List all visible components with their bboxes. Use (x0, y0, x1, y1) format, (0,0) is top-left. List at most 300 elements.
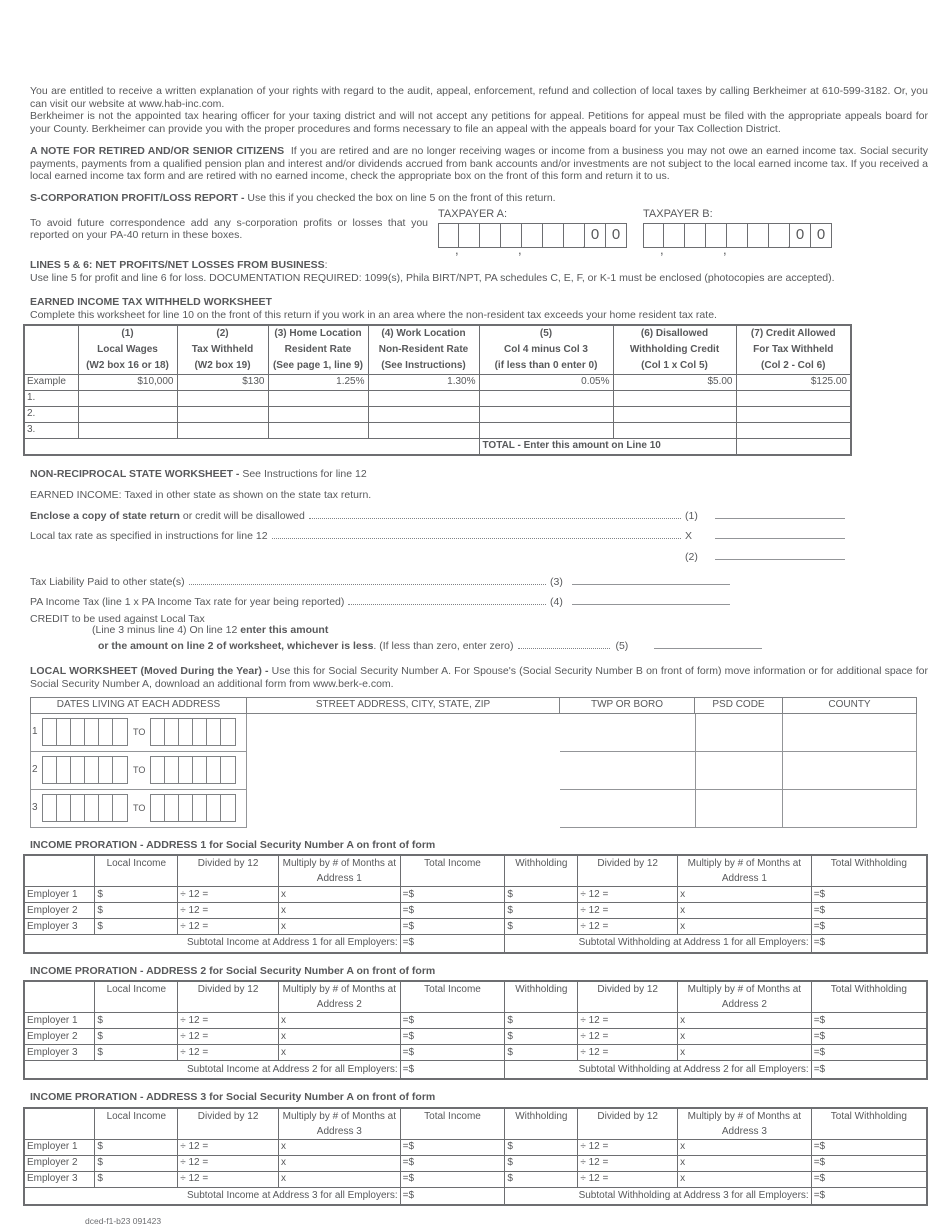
input-cell[interactable] (479, 406, 613, 422)
scorp-report-row (30, 207, 928, 257)
cents-box: 0 (790, 223, 811, 248)
income-proration-address-1 (27, 838, 928, 954)
lines56-heading-bold: LINES 5 & 6: NET PROFITS/NET LOSSES FROM BUSINESS (30, 258, 325, 271)
line4-entry-blank[interactable] (572, 572, 730, 585)
taxpayer-b-amount-boxes (643, 223, 832, 257)
proration-input-cell[interactable]: ÷ 12 = (178, 1139, 279, 1155)
proration-column-header: Divided by 12 (178, 855, 279, 887)
proration-input-cell[interactable]: =$ (400, 1171, 505, 1187)
proration-column-header: Multiply by # of Months at Address 2 (278, 981, 400, 1013)
dotted-leader (348, 604, 546, 605)
proration-input-cell[interactable]: ÷ 12 = (578, 919, 678, 935)
to-label: TO (133, 726, 146, 737)
total-row-spacer (24, 438, 479, 455)
proration-column-header: Total Withholding (811, 855, 927, 887)
date-digit-box[interactable] (151, 795, 165, 821)
proration-input-cell[interactable]: x (678, 1171, 812, 1187)
input-cell[interactable] (177, 406, 268, 422)
row-number: 3. (24, 422, 78, 438)
date-digit-box[interactable] (193, 719, 207, 745)
date-digit-box[interactable] (85, 719, 99, 745)
line3-entry-blank[interactable] (715, 547, 845, 560)
proration-input-cell[interactable]: x (678, 1045, 812, 1061)
date-digit-box[interactable] (99, 795, 113, 821)
date-digit-box[interactable] (43, 719, 57, 745)
col7-header: (7) Credit Allowed For Tax Withheld (Col 2 - Col 6) (736, 325, 851, 375)
proration-column-header (24, 855, 95, 887)
retired-note-body: If you are retired and are no longer receiving wages or income from a business you may not owe an earned income tax. Social security payments, payments from a qualified pension plan and interest and/or dividends accrued from bank accounts and/or investments are not subject to the local earned income tax. If you received a local earned income tax form and are retired with no earned income, check the appropriate box on the front of this form and return it to us. (30, 144, 928, 183)
proration-input-cell[interactable]: ÷ 12 = (178, 919, 279, 935)
proration-input-cell[interactable]: $ (505, 1045, 578, 1061)
credit-line2-text: (Line 3 minus line 4) On line 12 (92, 624, 241, 637)
proration-input-cell[interactable]: x (278, 903, 400, 919)
total-row (24, 438, 851, 455)
input-cell[interactable] (613, 406, 736, 422)
local-worksheet-body (30, 714, 917, 828)
subtotal-income-label: Subtotal Income at Address 2 for all Employers: (24, 1061, 400, 1079)
cents-box: 0 (606, 223, 627, 248)
date-digit-box[interactable] (165, 795, 179, 821)
proration-column-header: Total Withholding (811, 1108, 927, 1140)
proration-input-cell[interactable]: =$ (811, 1045, 927, 1061)
psd-code-cell[interactable] (695, 790, 783, 828)
date-digit-box[interactable] (99, 757, 113, 783)
input-cell[interactable] (368, 422, 479, 438)
proration-input-cell[interactable]: ÷ 12 = (578, 1155, 678, 1171)
appeal-paragraph: Berkheimer is not the appointed tax hearing officer for your taxing district and will not accept any petitions for appeal. Petitions for appeal must be filed with the appropriate appeals board for your County. Berkheimer can provide you with the proper procedures and forms necessary to file an appeal with the appeals board for your Tax Collection District. (30, 110, 928, 136)
proration-input-cell[interactable]: ÷ 12 = (178, 903, 279, 919)
proration-input-cell[interactable]: =$ (811, 1155, 927, 1171)
proration-input-cell[interactable]: ÷ 12 = (178, 1171, 279, 1187)
proration-input-cell[interactable]: =$ (811, 1171, 927, 1187)
date-digit-box[interactable] (113, 719, 127, 745)
proration-input-cell[interactable]: ÷ 12 = (178, 1029, 279, 1045)
local-worksheet-address-row (31, 714, 246, 752)
street-column-header: STREET ADDRESS, CITY, STATE, ZIP (247, 697, 560, 714)
line2-text: Local tax rate as specified in instructions for line 12 (30, 530, 268, 543)
proration-column-header: Withholding (505, 981, 578, 1013)
input-cell[interactable] (78, 406, 177, 422)
proration-input-cell[interactable]: x (278, 1171, 400, 1187)
proration-column-header: Divided by 12 (178, 1108, 279, 1140)
proration-input-cell[interactable]: ÷ 12 = (578, 1013, 678, 1029)
subtotal-withholding-value[interactable]: =$ (811, 935, 927, 953)
retired-note-heading: A NOTE FOR RETIRED AND/OR SENIOR CITIZENS (30, 144, 285, 157)
subtotal-income-value[interactable]: =$ (400, 1061, 505, 1079)
proration-input-cell[interactable]: $ (95, 903, 178, 919)
proration-input-cell[interactable]: $ (95, 1139, 178, 1155)
digit-box[interactable] (522, 223, 543, 248)
proration-input-cell[interactable]: $ (95, 1013, 178, 1029)
proration-input-cell[interactable]: ÷ 12 = (578, 1029, 678, 1045)
date-digit-box[interactable] (113, 795, 127, 821)
taxpayer-a-label: TAXPAYER A: (438, 207, 508, 220)
proration-input-cell[interactable]: ÷ 12 = (578, 1045, 678, 1061)
income-proration-table (23, 980, 928, 1080)
proration-column-header: Multiply by # of Months at Address 1 (278, 855, 400, 887)
proration-column-header: Multiply by # of Months at Address 3 (678, 1108, 812, 1140)
date-digit-box[interactable] (193, 757, 207, 783)
col5-header: (5) Col 4 minus Col 3 (if less than 0 enter 0) (479, 325, 613, 375)
input-cell[interactable] (268, 406, 368, 422)
county-column-header: COUNTY (783, 697, 917, 714)
line1-rest: or credit will be disallowed (179, 509, 305, 522)
total-input-cell[interactable] (736, 438, 851, 455)
to-label: TO (133, 802, 146, 813)
proration-column-header: Local Income (95, 981, 178, 1013)
input-cell[interactable] (268, 390, 368, 406)
local-worksheet-heading (30, 665, 928, 690)
proration-input-cell[interactable]: ÷ 12 = (578, 887, 678, 903)
date-digit-box[interactable] (43, 757, 57, 783)
proration-input-cell[interactable]: x (278, 919, 400, 935)
psd-code-cell[interactable] (695, 714, 783, 752)
subtotal-row (24, 1187, 927, 1205)
row-number: 1. (24, 390, 78, 406)
input-cell[interactable] (78, 390, 177, 406)
example-local-wages: $10,000 (78, 374, 177, 390)
scorp-side-text: To avoid future correspondence add any s-corporation profits or losses that you reported on your PA-40 return in these boxes. (30, 216, 428, 242)
input-cell[interactable] (613, 422, 736, 438)
digit-box[interactable] (727, 223, 748, 248)
date-to-boxes (150, 794, 236, 822)
employer-row-label: Employer 1 (24, 1139, 95, 1155)
proration-input-cell[interactable]: x (278, 1013, 400, 1029)
local-worksheet-heading-bold: LOCAL WORKSHEET (Moved During the Year) - (30, 665, 272, 678)
date-digit-box[interactable] (57, 719, 71, 745)
income-proration-table (23, 1107, 928, 1207)
credit-number: (5) (615, 640, 629, 653)
proration-input-cell[interactable]: $ (505, 919, 578, 935)
date-from-boxes (42, 718, 128, 746)
proration-input-cell[interactable]: x (678, 1155, 812, 1171)
proration-input-cell[interactable]: x (678, 919, 812, 935)
proration-input-cell[interactable]: =$ (811, 1013, 927, 1029)
date-digit-box[interactable] (165, 719, 179, 745)
scorp-heading-bold: S-CORPORATION PROFIT/LOSS REPORT - (30, 191, 248, 204)
proration-input-cell[interactable]: =$ (400, 919, 505, 935)
employer-row-label: Employer 1 (24, 1013, 95, 1029)
credit-line-1: CREDIT to be used against Local Tax (30, 613, 205, 626)
input-cell[interactable] (613, 390, 736, 406)
proration-input-cell[interactable]: ÷ 12 = (178, 1155, 279, 1171)
taxpayer-b-label: TAXPAYER B: (643, 207, 713, 220)
proration-header-row (24, 855, 927, 887)
income-proration-heading: INCOME PRORATION - ADDRESS 1 for Social Security Number A on front of form (30, 838, 436, 851)
example-row (24, 374, 851, 390)
twp-boro-cell[interactable] (560, 714, 695, 752)
proration-column-header (24, 1108, 95, 1140)
proration-input-cell[interactable]: ÷ 12 = (178, 1045, 279, 1061)
worksheet-row-1 (24, 390, 851, 406)
line3-number: (2) (685, 551, 698, 564)
date-digit-box[interactable] (207, 719, 221, 745)
credit-line-2 (92, 625, 928, 636)
digit-box[interactable] (685, 223, 706, 248)
proration-input-cell[interactable]: x (278, 1045, 400, 1061)
dotted-leader (518, 648, 610, 649)
col3-header: (3) Home Location Resident Rate (See page 1, line 9) (268, 325, 368, 375)
date-digit-box[interactable] (221, 795, 235, 821)
line5-number: (4) (550, 596, 563, 609)
proration-input-cell[interactable]: =$ (400, 1029, 505, 1045)
county-cell[interactable] (783, 790, 917, 828)
proration-column-header: Total Income (400, 855, 505, 887)
digit-box[interactable] (480, 223, 501, 248)
proration-input-cell[interactable]: $ (95, 1029, 178, 1045)
digit-box[interactable] (664, 223, 685, 248)
date-digit-box[interactable] (85, 795, 99, 821)
date-digit-box[interactable] (71, 757, 85, 783)
employer-row (24, 887, 927, 903)
subtotal-withholding-value[interactable]: =$ (811, 1061, 927, 1079)
digit-box[interactable] (748, 223, 769, 248)
proration-input-cell[interactable]: $ (505, 903, 578, 919)
col6-header: (6) Disallowed Withholding Credit (Col 1 x Col 5) (613, 325, 736, 375)
date-digit-box[interactable] (221, 757, 235, 783)
example-tax-withheld: $130 (177, 374, 268, 390)
taxpayer-a-amount-boxes (438, 223, 627, 257)
dates-region (30, 714, 247, 828)
withheld-worksheet-heading: EARNED INCOME TAX WITHHELD WORKSHEET (30, 296, 272, 309)
date-from-boxes (42, 756, 128, 784)
nr-line-5 (30, 592, 730, 609)
date-digit-box[interactable] (207, 757, 221, 783)
input-cell[interactable] (177, 390, 268, 406)
subtotal-row (24, 1061, 927, 1079)
psd-code-cell[interactable] (695, 752, 783, 790)
example-disallowed-credit: $5.00 (613, 374, 736, 390)
income-proration-heading: INCOME PRORATION - ADDRESS 2 for Social Security Number A on front of form (30, 964, 436, 977)
proration-input-cell[interactable]: x (278, 1139, 400, 1155)
employer-row-label: Employer 2 (24, 903, 95, 919)
date-digit-box[interactable] (221, 719, 235, 745)
date-digit-box[interactable] (165, 757, 179, 783)
proration-input-cell[interactable]: =$ (400, 1013, 505, 1029)
col2-header: (2) Tax Withheld (W2 box 19) (177, 325, 268, 375)
employer-row (24, 1029, 927, 1045)
proration-input-cell[interactable]: $ (95, 1155, 178, 1171)
date-digit-box[interactable] (179, 757, 193, 783)
local-worksheet-address-row (31, 752, 246, 790)
date-digit-box[interactable] (85, 757, 99, 783)
input-cell[interactable] (368, 390, 479, 406)
withheld-worksheet-intro: Complete this worksheet for line 10 on the front of this return if you work in an area where the non-resident tax exceeds your home resident tax rate. (30, 309, 717, 322)
proration-input-cell[interactable]: ÷ 12 = (578, 903, 678, 919)
lines56-heading (30, 259, 928, 272)
input-cell[interactable] (736, 390, 851, 406)
date-digit-box[interactable] (179, 719, 193, 745)
county-cell[interactable] (783, 752, 917, 790)
address-row-number: 3 (32, 802, 38, 814)
proration-input-cell[interactable]: $ (505, 1155, 578, 1171)
proration-input-cell[interactable]: $ (95, 887, 178, 903)
proration-input-cell[interactable]: x (678, 1139, 812, 1155)
line2-entry-blank[interactable] (715, 526, 845, 539)
input-cell[interactable] (78, 422, 177, 438)
income-proration-sections (27, 838, 928, 1207)
line4-text: Tax Liability Paid to other state(s) (30, 575, 185, 588)
lines56-body: Use line 5 for profit and line 6 for loss. DOCUMENTATION REQUIRED: 1099(s), Phila BIRT/NPT, PA schedules C, E, F, or K-1 must be enclosed (photocopies are accepted). (30, 271, 835, 284)
proration-input-cell[interactable]: =$ (400, 1139, 505, 1155)
subtotal-row (24, 935, 927, 953)
date-from-boxes (42, 794, 128, 822)
total-label: TOTAL - Enter this amount on Line 10 (479, 438, 736, 455)
proration-column-header: Multiply by # of Months at Address 2 (678, 981, 812, 1013)
subtotal-income-value[interactable]: =$ (400, 1187, 505, 1205)
proration-input-cell[interactable]: =$ (811, 919, 927, 935)
proration-input-cell[interactable]: x (678, 903, 812, 919)
proration-input-cell[interactable]: x (678, 1029, 812, 1045)
date-digit-box[interactable] (151, 719, 165, 745)
proration-header-row (24, 981, 927, 1013)
proration-input-cell[interactable]: ÷ 12 = (578, 1139, 678, 1155)
credit-block (30, 614, 928, 652)
credit-line2-bold: enter this amount (240, 624, 329, 637)
date-digit-box[interactable] (57, 757, 71, 783)
proration-input-cell[interactable]: =$ (811, 1139, 927, 1155)
line1-entry-blank[interactable] (715, 506, 845, 519)
proration-column-header (24, 981, 95, 1013)
proration-input-cell[interactable]: $ (505, 1029, 578, 1045)
line5-entry-blank[interactable] (572, 592, 730, 605)
proration-input-cell[interactable]: $ (505, 1171, 578, 1187)
proration-input-cell[interactable]: $ (505, 1013, 578, 1029)
scorp-heading-rest: Use this if you checked the box on line 5 on the front of this return. (247, 191, 556, 204)
date-digit-box[interactable] (113, 757, 127, 783)
date-digit-box[interactable] (57, 795, 71, 821)
address-row-number: 2 (32, 764, 38, 776)
col1-header: (1) Local Wages (W2 box 16 or 18) (78, 325, 177, 375)
digit-box[interactable] (543, 223, 564, 248)
credit-entry-blank[interactable] (654, 636, 762, 649)
proration-input-cell[interactable]: =$ (400, 903, 505, 919)
proration-input-cell[interactable]: ÷ 12 = (178, 1013, 279, 1029)
nonreciprocal-heading-rest: See Instructions for line 12 (242, 468, 367, 481)
employer-row (24, 1155, 927, 1171)
employer-row (24, 1045, 927, 1061)
proration-input-cell[interactable]: $ (95, 1045, 178, 1061)
worksheet-row-3 (24, 422, 851, 438)
subtotal-withholding-value[interactable]: =$ (811, 1187, 927, 1205)
proration-input-cell[interactable]: =$ (400, 1155, 505, 1171)
twp-boro-cell[interactable] (560, 790, 695, 828)
proration-input-cell[interactable]: x (278, 1155, 400, 1171)
comma-separator: , (660, 241, 664, 257)
date-digit-box[interactable] (43, 795, 57, 821)
proration-input-cell[interactable]: x (278, 1029, 400, 1045)
comma-separator: , (455, 241, 459, 257)
input-cell[interactable] (736, 422, 851, 438)
proration-input-cell[interactable]: x (678, 887, 812, 903)
proration-column-header: Multiply by # of Months at Address 3 (278, 1108, 400, 1140)
lines56-heading-colon: : (324, 258, 328, 271)
credit-line-3 (98, 636, 913, 652)
date-digit-box[interactable] (151, 757, 165, 783)
nonreciprocal-heading (30, 468, 928, 481)
date-digit-box[interactable] (99, 719, 113, 745)
proration-column-header: Withholding (505, 1108, 578, 1140)
input-cell[interactable] (368, 406, 479, 422)
credit-line3-text (98, 641, 513, 652)
employer-row (24, 1013, 927, 1029)
proration-input-cell[interactable]: ÷ 12 = (178, 887, 279, 903)
proration-input-cell[interactable]: =$ (400, 887, 505, 903)
proration-header-row (24, 1108, 927, 1140)
input-cell[interactable] (736, 406, 851, 422)
date-digit-box[interactable] (71, 795, 85, 821)
employer-row (24, 919, 927, 935)
input-cell[interactable] (177, 422, 268, 438)
proration-input-cell[interactable]: ÷ 12 = (578, 1171, 678, 1187)
example-row-label: Example (24, 374, 78, 390)
subtotal-income-value[interactable]: =$ (400, 935, 505, 953)
subtotal-withholding-label: Subtotal Withholding at Address 1 for all Employers: (505, 935, 811, 953)
employer-row (24, 1171, 927, 1187)
cents-box: 0 (585, 223, 606, 248)
decimal-point: . (582, 238, 586, 251)
example-credit-allowed: $125.00 (736, 374, 851, 390)
input-cell[interactable] (479, 390, 613, 406)
psd-column-header: PSD CODE (695, 697, 783, 714)
taxpayer-a-group (438, 207, 627, 257)
proration-input-cell[interactable]: $ (95, 919, 178, 935)
date-digit-box[interactable] (179, 795, 193, 821)
proration-column-header: Local Income (95, 1108, 178, 1140)
subtotal-income-label: Subtotal Income at Address 3 for all Employers: (24, 1187, 400, 1205)
date-to-boxes (150, 756, 236, 784)
proration-input-cell[interactable]: =$ (811, 903, 927, 919)
proration-input-cell[interactable]: $ (505, 887, 578, 903)
twp-boro-cell[interactable] (560, 752, 695, 790)
decimal-point: . (787, 238, 791, 251)
line4-number: (3) (550, 575, 563, 588)
input-cell[interactable] (479, 422, 613, 438)
proration-input-cell[interactable]: =$ (811, 887, 927, 903)
local-worksheet-address-row (31, 790, 246, 828)
rights-paragraph: You are entitled to receive a written explanation of your rights with regard to the audit, appeal, enforcement, refund and collection of local taxes by calling Berkheimer at 610-599-3182. Or, you can visit our website at www.hab-inc.com. (30, 85, 928, 110)
dotted-leader (309, 518, 681, 519)
income-proration-table (23, 854, 928, 954)
proration-input-cell[interactable]: =$ (811, 1029, 927, 1045)
proration-input-cell[interactable]: x (278, 887, 400, 903)
date-digit-box[interactable] (193, 795, 207, 821)
employer-row (24, 903, 927, 919)
digit-box[interactable] (459, 223, 480, 248)
proration-column-header: Withholding (505, 855, 578, 887)
line2-multiplier: X (685, 530, 693, 543)
proration-input-cell[interactable]: x (678, 1013, 812, 1029)
local-worksheet-table (30, 697, 917, 828)
employer-row-label: Employer 1 (24, 887, 95, 903)
date-digit-box[interactable] (71, 719, 85, 745)
nr-line-2 (30, 526, 845, 543)
local-worksheet-header (30, 697, 917, 714)
proration-input-cell[interactable]: =$ (400, 1045, 505, 1061)
county-cell[interactable] (783, 714, 917, 752)
worksheet-row-2 (24, 406, 851, 422)
line1-bold: Enclose a copy of state return (30, 509, 180, 522)
nr-line-1 (30, 506, 845, 523)
row-label-header (24, 325, 78, 375)
proration-input-cell[interactable]: $ (505, 1139, 578, 1155)
employer-row-label: Employer 3 (24, 1171, 95, 1187)
proration-input-cell[interactable]: $ (95, 1171, 178, 1187)
date-digit-box[interactable] (207, 795, 221, 821)
twp-column-header: TWP OR BORO (560, 697, 695, 714)
input-cell[interactable] (268, 422, 368, 438)
nonreciprocal-heading-bold: NON-RECIPROCAL STATE WORKSHEET - (30, 468, 243, 481)
